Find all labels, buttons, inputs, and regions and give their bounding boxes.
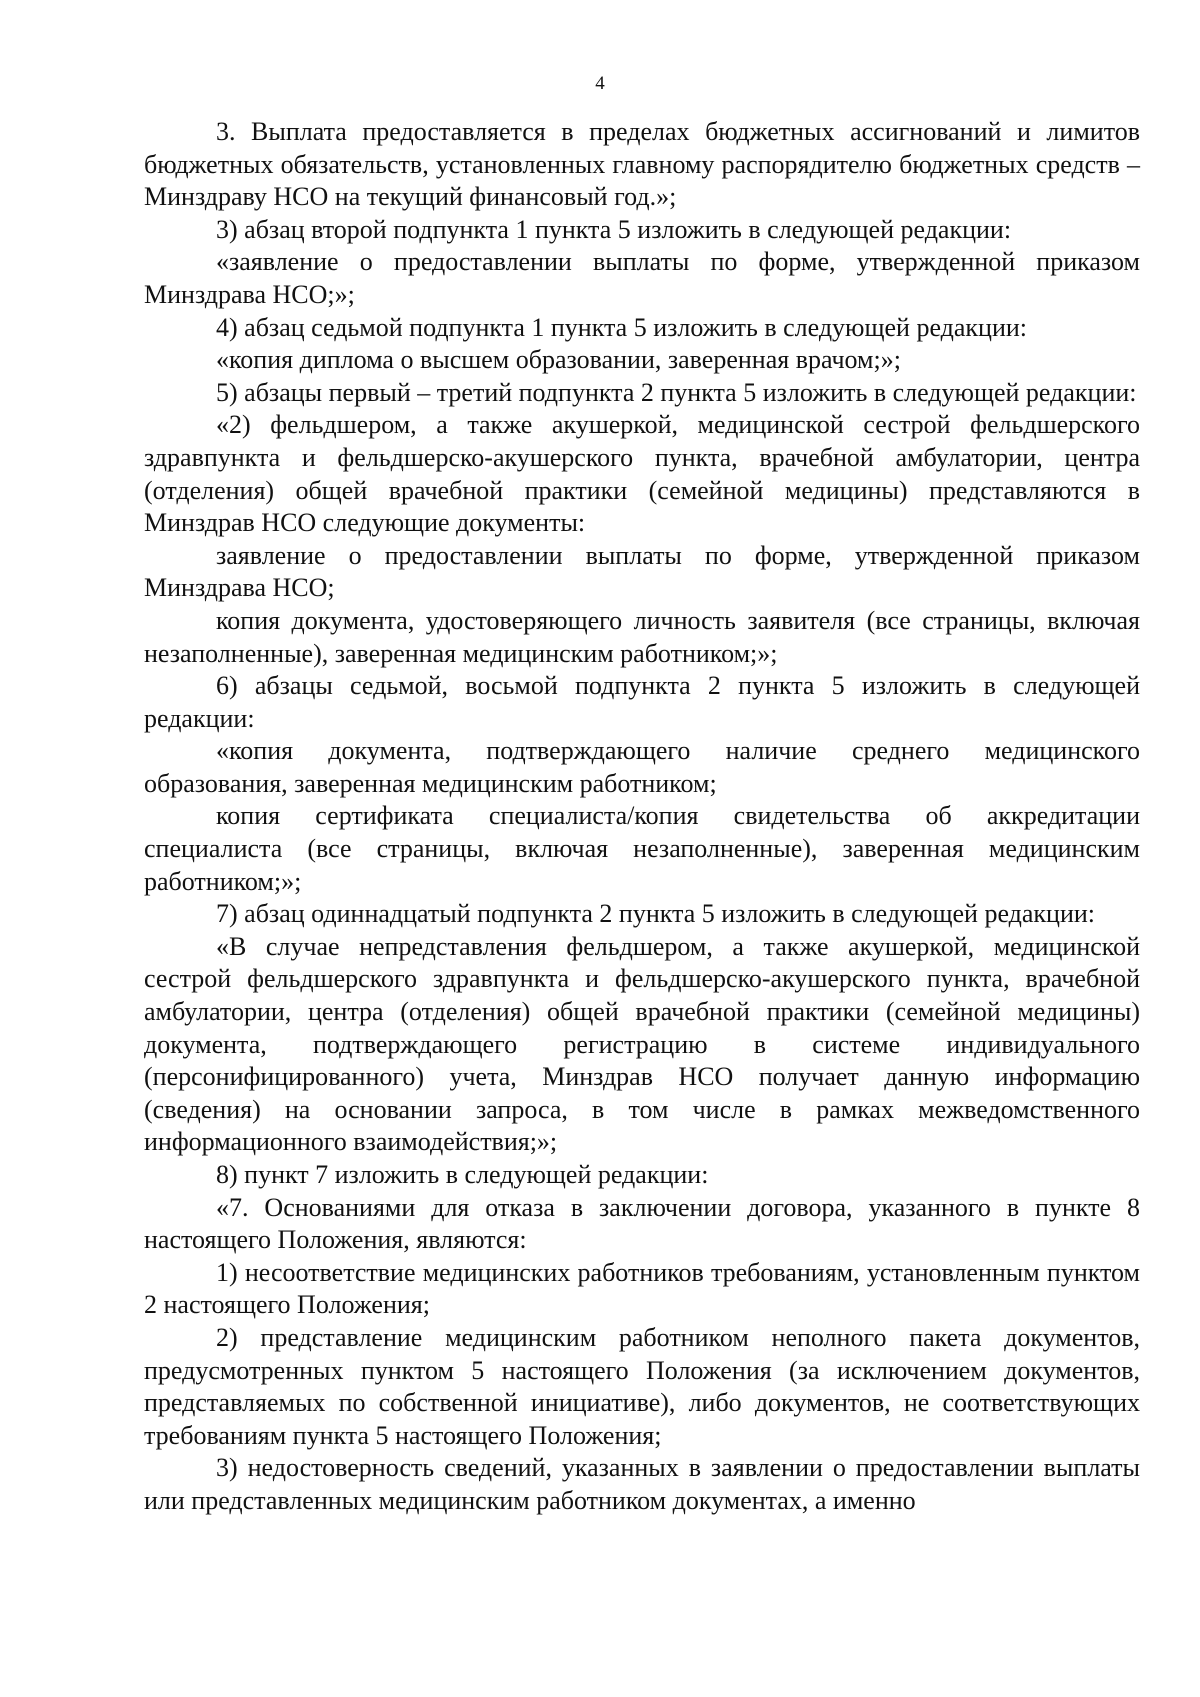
paragraph: 5) абзацы первый – третий подпункта 2 пункта 5 изложить в следующей редакции: bbox=[216, 377, 1137, 407]
paragraph: 8) пункт 7 изложить в следующей редакции: bbox=[216, 1160, 709, 1189]
document-body bbox=[144, 116, 1140, 1518]
paragraph: копия сертификата специалиста/копия свидетельства об аккредитации специалиста (все страницы, включая незаполненные), заверенная медицинским работником;»; bbox=[144, 801, 1140, 896]
paragraph: 7) абзац одиннадцатый подпункта 2 пункта 5 изложить в следующей редакции: bbox=[216, 899, 1096, 929]
paragraph: «2) фельдшером, а также акушеркой, медицинской сестрой фельдшерского здравпункта и фельдшерско-акушерского пункта, врачебной амбулатории, центра (отделения) общей врачебной практики (семейной медицины) представляются в Минздрав НСО следующие документы: bbox=[144, 410, 1140, 538]
paragraph: 3) недостоверность сведений, указанных в заявлении о предоставлении выплаты или представленных медицинским работником документах, а именно bbox=[144, 1453, 1140, 1515]
paragraph: заявление о предоставлении выплаты по форме, утвержденной приказом Минздрава НСО; bbox=[144, 540, 1140, 603]
page-number: 4 bbox=[595, 73, 605, 94]
paragraph: 6) абзацы седьмой, восьмой подпункта 2 пункта 5 изложить в следующей редакции: bbox=[144, 671, 1140, 733]
paragraph: «копия документа, подтверждающего наличие среднего медицинского образования, заверенная медицинским работником; bbox=[144, 736, 1140, 798]
paragraph: 1) несоответствие медицинских работников требованиям, установленным пунктом 2 настоящего Положения; bbox=[144, 1257, 1140, 1320]
paragraph: 2) представление медицинским работником неполного пакета документов, предусмотренных пунктом 5 настоящего Положения (за исключением документов, представляемых по собственной инициативе), либо документов, не соответствующих требованиям пункта 5 настоящего Положения; bbox=[144, 1322, 1140, 1450]
paragraph: копия документа, удостоверяющего личность заявителя (все страницы, включая незаполненные), заверенная медицинским работником;»; bbox=[144, 605, 1140, 668]
paragraph: 3) абзац второй подпункта 1 пункта 5 изложить в следующей редакции: bbox=[216, 214, 1012, 244]
paragraph: 4) абзац седьмой подпункта 1 пункта 5 изложить в следующей редакции: bbox=[216, 312, 1028, 342]
paragraph: «В случае непредставления фельдшером, а также акушеркой, медицинской сестрой фельдшерского здравпункта и фельдшерско-акушерского пункта, врачебной амбулатории, центра (отделения) общей врачебной практики (семейной медицины) документа, подтверждающего регистрацию в системе индивидуального (персонифицированного) учета, Минздрав НСО получает данную информацию (сведения) на основании запроса, в том числе в рамках межведомственного информационного взаимодействия;»; bbox=[144, 931, 1140, 1157]
paragraph: «копия диплома о высшем образовании, заверенная врачом;»; bbox=[216, 345, 901, 375]
paragraph: «7. Основаниями для отказа в заключении договора, указанного в пункте 8 настоящего Положения, являются: bbox=[144, 1192, 1140, 1255]
paragraph: «заявление о предоставлении выплаты по форме, утвержденной приказом Минздрава НСО;»; bbox=[144, 247, 1140, 309]
paragraph: 3. Выплата предоставляется в пределах бюджетных ассигнований и лимитов бюджетных обязательств, установленных главному распорядителю бюджетных средств – Минздраву НСО на текущий финансовый год.»; bbox=[144, 117, 1140, 212]
